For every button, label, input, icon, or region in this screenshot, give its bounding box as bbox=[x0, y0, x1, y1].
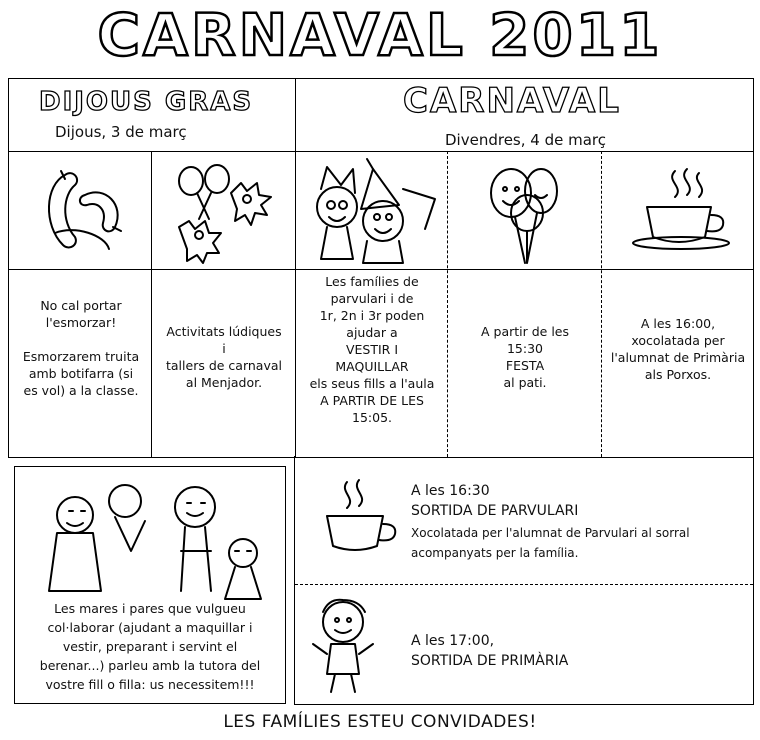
parvulari-desc: Xocolatada per l'alumnat de Parvulari al sorral bbox=[411, 526, 690, 540]
divider bbox=[601, 151, 602, 457]
parents-line: vestir, preparant i servint el bbox=[62, 639, 238, 654]
cell-no-breakfast: No cal portar l'esmorzar! Esmorzarem truita amb botifarra (si es vol) a la classe. bbox=[22, 298, 140, 398]
divider bbox=[9, 269, 753, 270]
sausage-icon bbox=[35, 165, 131, 257]
divider bbox=[295, 584, 753, 585]
divider bbox=[447, 151, 448, 457]
parents-line: col·laborar (ajudant a maquillar i bbox=[47, 620, 253, 635]
cell-dress-up: Les famílies de parvulari i de 1r, 2n i 3r poden ajudar a VESTIR I MAQUILLAR els seus fills a l'aula A PARTIR DE LES 15:05. bbox=[309, 274, 435, 425]
primaria-time: A les 17:00, bbox=[411, 633, 495, 649]
hot-chocolate-cup-icon bbox=[625, 167, 737, 251]
divider bbox=[295, 79, 296, 457]
parents-line: berenar...) parleu amb la tutora del bbox=[39, 658, 261, 673]
child-figure-icon bbox=[309, 598, 379, 694]
parents-box bbox=[14, 466, 286, 704]
invitation-footer: LES FAMÍLIES ESTEU CONVIDADES! bbox=[223, 712, 537, 732]
parents-line: Les mares i pares que vulgueu bbox=[54, 601, 246, 616]
carnaval-heading: CARNAVAL bbox=[403, 81, 621, 121]
cell-party: A partir de les 15:30 FESTA al pati. bbox=[480, 324, 570, 390]
hot-chocolate-cup-icon bbox=[317, 480, 401, 560]
primaria-title: SORTIDA DE PRIMÀRIA bbox=[411, 653, 569, 669]
cell-chocolate: A les 16:00, xocolatada per l'alumnat de Primària als Porxos. bbox=[610, 316, 746, 382]
divider bbox=[9, 151, 753, 152]
balloons-icon bbox=[485, 163, 569, 267]
parvulari-time: A les 16:30 bbox=[411, 483, 490, 499]
afternoon-events bbox=[294, 456, 754, 705]
dijous-gras-heading: DIJOUS GRAS bbox=[39, 87, 254, 117]
family-icon bbox=[35, 481, 271, 599]
divendres-date: Divendres, 4 de març bbox=[445, 131, 606, 149]
kids-costume-icon bbox=[307, 159, 443, 267]
scissors-craft-icon bbox=[169, 163, 279, 259]
divider bbox=[151, 151, 152, 457]
parvulari-desc: acompanyats per la família. bbox=[411, 546, 579, 560]
cell-activities: Activitats lúdiques i tallers de carnaval al Menjador. bbox=[166, 324, 282, 390]
page-title: CARNAVAL 2011 bbox=[97, 1, 663, 69]
schedule-grid bbox=[8, 78, 754, 458]
parents-line: vostre fill o filla: us necessitem!!! bbox=[45, 677, 255, 692]
parvulari-title: SORTIDA DE PARVULARI bbox=[411, 503, 579, 519]
dijous-date: Dijous, 3 de març bbox=[55, 123, 187, 141]
